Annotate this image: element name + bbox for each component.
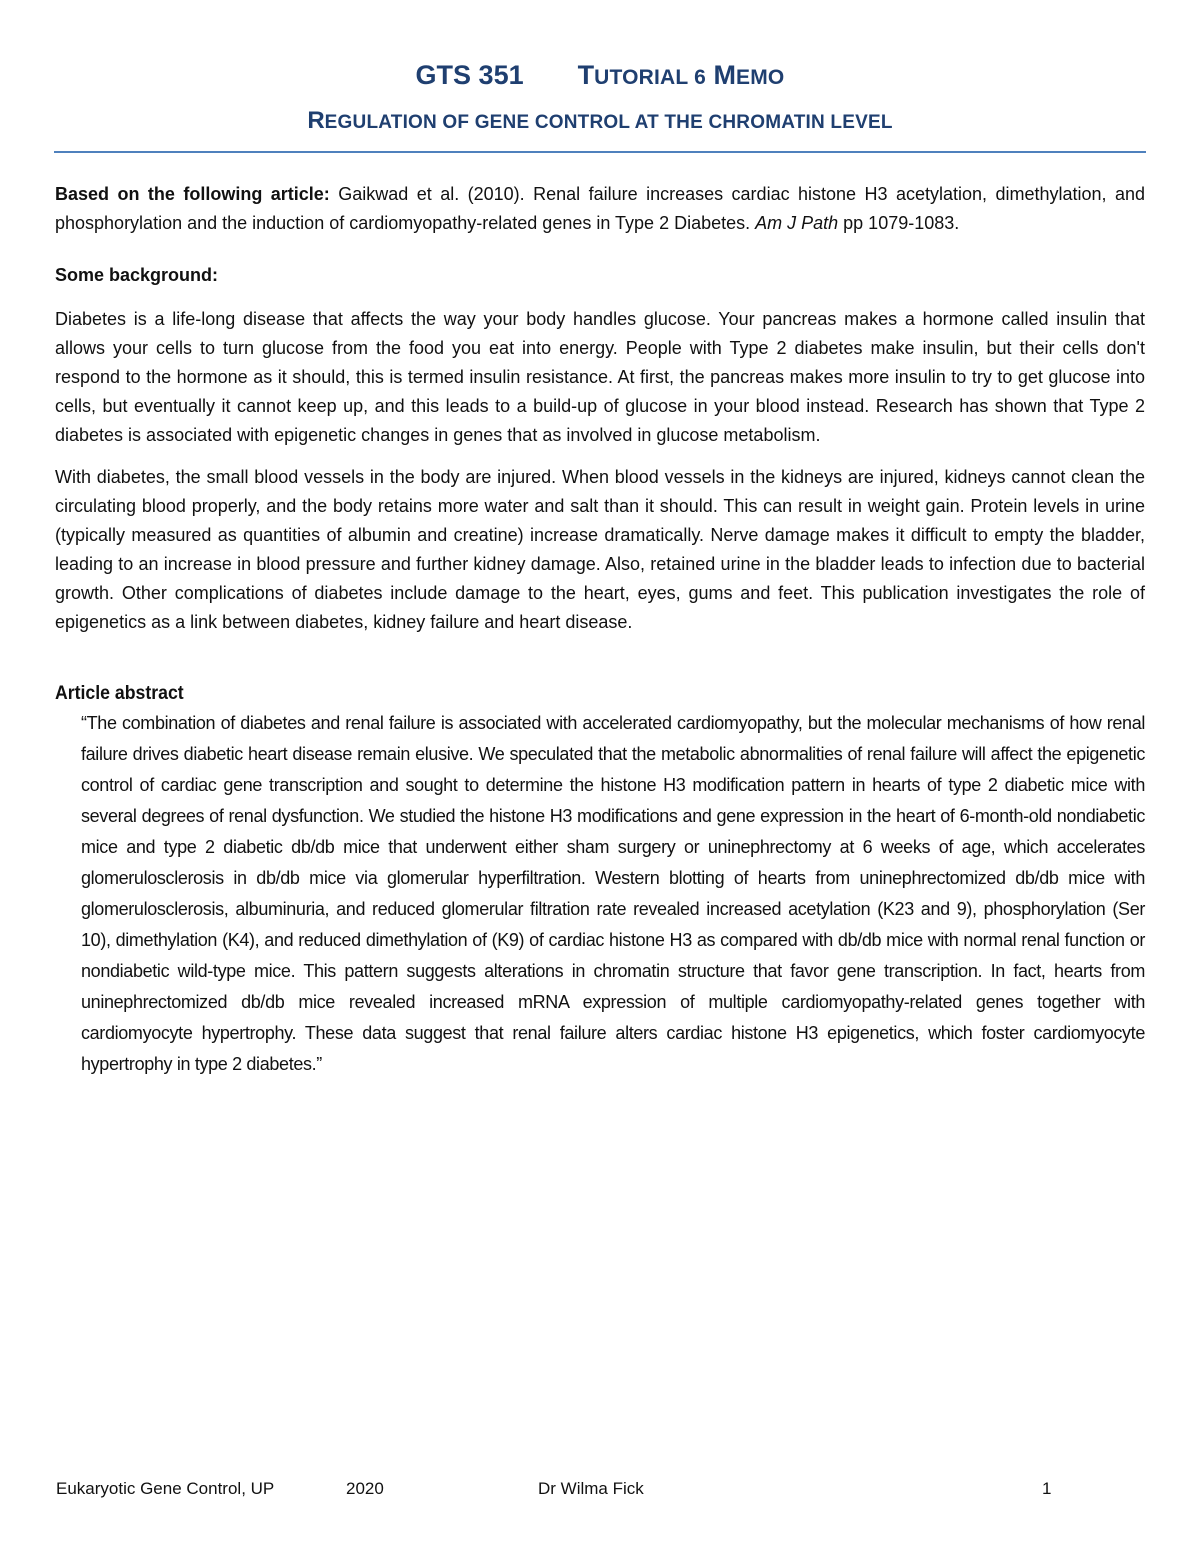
- article-reference-label: Based on the following article:: [55, 184, 330, 204]
- footer-author: Dr Wilma Fick: [538, 1479, 644, 1498]
- document-title: [54, 56, 1146, 97]
- course-code: GTS 351: [415, 60, 524, 90]
- page-number: 1: [1042, 1479, 1052, 1498]
- background-paragraph-2: With diabetes, the small blood vessels in the body are injured. When blood vessels in the kidneys are injured, kidneys cannot clean the circulating blood properly, and the body retains more water and salt than it should. This can result in weight gain. Protein levels in urine (typically measured as quantities of albumin and creatine) increase dramatically. Nerve damage makes it difficult to empty the bladder, leading to an increase in blood pressure and further kidney damage. Also, retained urine in the bladder leads to infection due to bacterial growth. Other complications of diabetes include damage to the heart, eyes, gums and feet. This publication investigates the role of epigenetics as a link between diabetes, kidney failure and heart disease.: [55, 467, 1145, 632]
- article-reference-text: Gaikwad et al. (2010). Renal failure increases cardiac histone H3 acetylation, dimethylation, and phosphorylation and the induction of cardiomyopathy-related genes in Type 2 Diabetes.: [55, 184, 1145, 233]
- document-subtitle: [54, 104, 1146, 140]
- title-memo-rest: EMO: [736, 66, 785, 89]
- document-body: [55, 180, 1145, 1080]
- background-heading: Some background:: [55, 265, 219, 285]
- page-footer: [56, 1476, 1056, 1502]
- footer-year: 2020: [346, 1479, 384, 1498]
- subtitle-rest: EGULATION OF GENE CONTROL AT THE CHROMATIN LEVEL: [324, 112, 893, 133]
- footer-course: Eukaryotic Gene Control, UP: [56, 1479, 275, 1498]
- background-paragraph-1: Diabetes is a life-long disease that affects the way your body handles glucose. Your pancreas makes a hormone called insulin that allows your cells to turn glucose from the food you eat into energy. People with Type 2 diabetes make insulin, but their cells don't respond to the hormone as it should, this is termed insulin resistance. At first, the pancreas makes more insulin to try to get glucose into cells, but eventually it cannot keep up, and this leads to a build-up of glucose in your blood instead. Research has shown that Type 2 diabetes is associated with epigenetic changes in genes that as involved in glucose metabolism.: [55, 309, 1145, 445]
- article-journal: Am J Path: [755, 213, 839, 233]
- title-memo-initial: M: [713, 60, 737, 90]
- subtitle-initial: R: [307, 107, 325, 134]
- header-divider: [54, 151, 1146, 153]
- abstract-heading: Article abstract: [55, 683, 184, 704]
- article-reference: [55, 180, 1145, 238]
- article-pages: pp 1079-1083.: [838, 213, 960, 233]
- abstract-container: [81, 708, 1145, 1080]
- document-header: [54, 56, 1146, 140]
- abstract-text: “The combination of diabetes and renal failure is associated with accelerated cardiomyopathy, but the molecular mechanisms of how renal failure drives diabetic heart disease remain elusive. We speculated that the metabolic abnormalities of renal failure will affect the epigenetic control of cardiac gene transcription and sought to determine the histone H3 modification pattern in hearts of type 2 diabetic mice with several degrees of renal dysfunction. We studied the histone H3 modifications and gene expression in the heart of 6-month-old nondiabetic mice and type 2 diabetic db/db mice that underwent either sham surgery or uninephrectomy at 6 weeks of age, which accelerates glomerulosclerosis in db/db mice via glomerular hyperfiltration. Western blotting of hearts from uninephrectomized db/db mice with glomerulosclerosis, albuminuria, and reduced glomerular filtration rate revealed increased acetylation (K23 and 9), phosphorylation (Ser 10), dimethylation (K4), and reduced dimethylation of (K9) of cardiac histone H3 as compared with db/db mice with normal renal function or nondiabetic wild-type mice. This pattern suggests alterations in chromatin structure that favor gene transcription. In fact, hearts from uninephrectomized db/db mice revealed increased mRNA expression of multiple cardiomyopathy-related genes together with cardiomyocyte hypertrophy. These data suggest that renal failure alters cardiac histone H3 epigenetics, which foster cardiomyocyte hypertrophy in type 2 diabetes.”: [81, 713, 1145, 1074]
- title-tutorial-initial: T: [577, 60, 595, 90]
- title-tutorial-rest: UTORIAL 6: [594, 66, 706, 89]
